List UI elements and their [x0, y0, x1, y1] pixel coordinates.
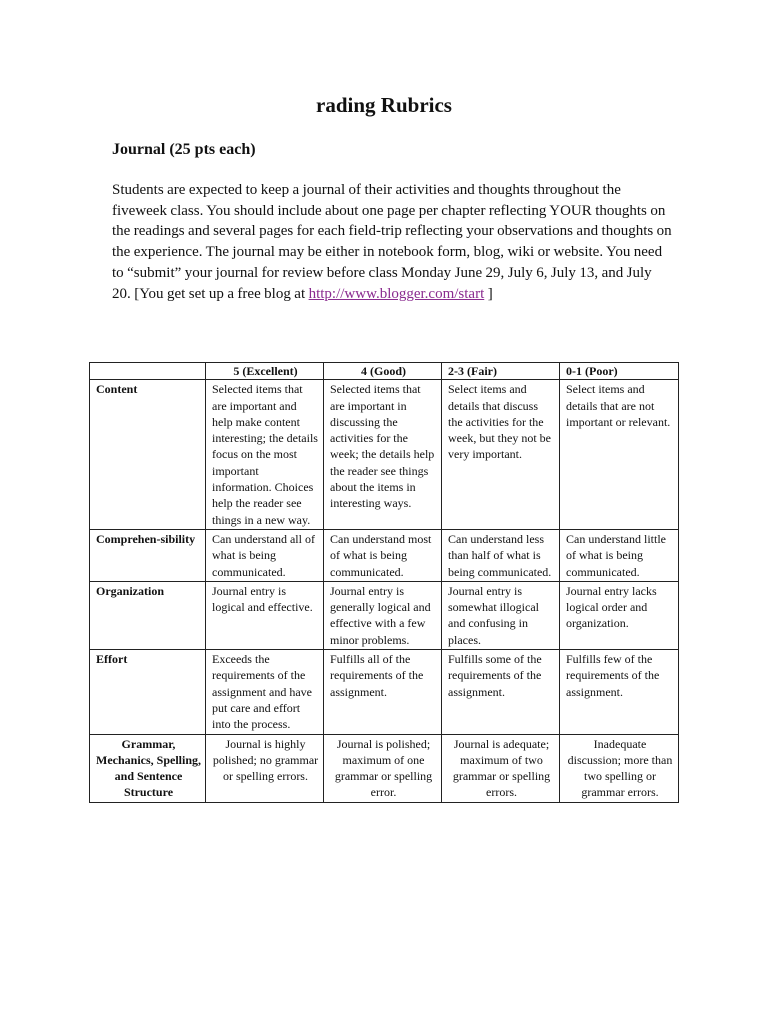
rubric-row-comprehensibility — [90, 529, 679, 581]
cell-organization-poor: Journal entry lacks logical order and organization. — [560, 581, 679, 649]
cell-content-good: Selected items that are important in discussing the activities for the week; the details help the reader see things about the items in interesting ways. — [324, 380, 442, 530]
rubric-row-organization — [90, 581, 679, 649]
page-title: rading Rubrics — [316, 93, 452, 117]
criterion-effort: Effort — [90, 650, 206, 734]
header-fair: 2-3 (Fair) — [442, 363, 560, 380]
cell-effort-excellent: Exceeds the requirements of the assignment and have put care and effort into the process. — [206, 650, 324, 734]
cell-content-poor: Select items and details that are not important or relevant. — [560, 380, 679, 530]
cell-comprehensibility-good: Can understand most of what is being communicated. — [324, 529, 442, 581]
cell-grammar-excellent: Journal is highly polished; no grammar or spelling errors. — [206, 734, 324, 802]
cell-organization-good: Journal entry is generally logical and effective with a few minor problems. — [324, 581, 442, 649]
header-good: 4 (Good) — [324, 363, 442, 380]
cell-comprehensibility-poor: Can understand little of what is being communicated. — [560, 529, 679, 581]
cell-grammar-poor: Inadequate discussion; more than two spelling or grammar errors. — [560, 734, 679, 802]
header-poor: 0-1 (Poor) — [560, 363, 679, 380]
cell-comprehensibility-fair: Can understand less than half of what is being communicated. — [442, 529, 560, 581]
cell-grammar-fair: Journal is adequate; maximum of two grammar or spelling errors. — [442, 734, 560, 802]
intro-text: Students are expected to keep a journal of their activities and thoughts throughout the fiveweek class. You should include about one page per chapter reflecting YOUR thoughts on the readings and several pages for each field-trip reflecting your observations and thoughts on the experience. The journal may be either in notebook form, blog, wiki or website. You need to “submit” your journal for review before class Monday June 29, July 6, July 13, and July 20. [You get set up a free blog at — [112, 182, 672, 302]
cell-organization-excellent: Journal entry is logical and effective. — [206, 581, 324, 649]
criterion-grammar: Grammar, Mechanics, Spelling, and Sentence Structure — [90, 734, 206, 802]
cell-comprehensibility-excellent: Can understand all of what is being communicated. — [206, 529, 324, 581]
cell-effort-fair: Fulfills some of the requirements of the assignment. — [442, 650, 560, 734]
rubric-row-effort — [90, 650, 679, 734]
header-criterion — [90, 363, 206, 380]
rubric-row-grammar — [90, 734, 679, 802]
intro-paragraph — [112, 180, 672, 304]
blogger-link[interactable]: http://www.blogger.com/start — [308, 285, 485, 302]
intro-tail: ] — [484, 285, 493, 302]
rubric-header-row — [90, 363, 679, 380]
cell-organization-fair: Journal entry is somewhat illogical and confusing in places. — [442, 581, 560, 649]
header-excellent: 5 (Excellent) — [206, 363, 324, 380]
cell-content-excellent: Selected items that are important and help make content interesting; the details focus on the most important information. Choices help the reader see things in a new way. — [206, 380, 324, 530]
section-heading: Journal (25 pts each) — [112, 141, 256, 158]
criterion-content: Content — [90, 380, 206, 530]
cell-content-fair: Select items and details that discuss the activities for the week, but they not be very important. — [442, 380, 560, 530]
rubric-row-content — [90, 380, 679, 530]
rubric-table — [89, 362, 679, 803]
cell-effort-good: Fulfills all of the requirements of the assignment. — [324, 650, 442, 734]
criterion-comprehensibility: Comprehen-sibility — [90, 529, 206, 581]
cell-effort-poor: Fulfills few of the requirements of the assignment. — [560, 650, 679, 734]
criterion-organization: Organization — [90, 581, 206, 649]
cell-grammar-good: Journal is polished; maximum of one grammar or spelling error. — [324, 734, 442, 802]
